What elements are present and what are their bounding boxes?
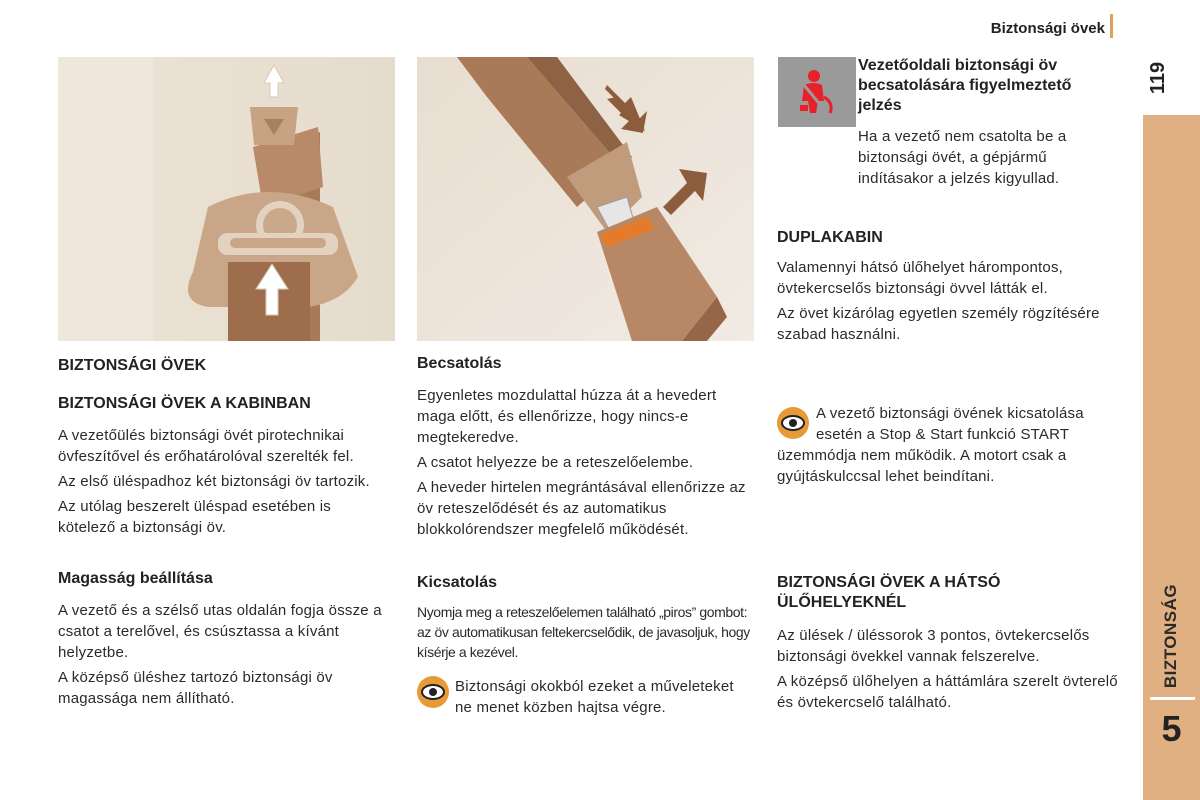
subsection-heading: Becsatolás — [417, 355, 502, 372]
paragraph: Valamennyi hátsó ülőhelyet hárompontos, övtekercselős biztonsági övvel látták el. — [777, 259, 1064, 297]
warning-text: Ha a vezető nem csatolta be a biztonsági övét, a gépjármű indításakor a jelzés kigyullad. — [858, 128, 1067, 187]
note-text: Biztonsági okokból ezeket a műveleteket ne menet közben hajtsa végre. — [455, 678, 734, 716]
chapter-tab-divider — [1150, 697, 1195, 700]
chapter-number: 5 — [1161, 708, 1182, 749]
height-adjust-illustration — [58, 57, 395, 341]
section-heading: BIZTONSÁGI ÖVEK — [58, 357, 207, 374]
stop-start-note — [777, 403, 1122, 487]
page-number: 119 — [1147, 61, 1169, 95]
subsection-heading: Magasság beállítása — [58, 570, 213, 587]
chapter-label: BIZTONSÁG — [1161, 583, 1180, 689]
paragraph: A csatot helyezze be a reteszelőelembe. — [417, 454, 694, 471]
paragraph: Az övet kizárólag egyetlen személy rögzítésére szabad használni. — [777, 305, 1100, 343]
paragraph: Az első üléspadhoz két biztonsági öv tartozik. — [58, 473, 370, 490]
header-divider — [1110, 14, 1113, 38]
warning-title: Vezetőoldali biztonsági öv becsatolására figyelmeztető jelzés — [858, 57, 1072, 114]
paragraph: Az ülések / üléssorok 3 pontos, övtekercselős biztonsági övekkel vannak felszerelve. — [777, 627, 1090, 665]
running-header: Biztonsági övek — [990, 20, 1105, 37]
eye-icon — [777, 407, 809, 439]
paragraph: Egyenletes mozdulattal húzza át a hevedert maga előtt, és ellenőrizze, hogy nincs-e megtekeredve. — [417, 387, 717, 446]
seatbelt-warning-lamp — [778, 57, 856, 127]
section-heading: BIZTONSÁGI ÖVEK A HÁTSÓ ÜLŐHELYEKNÉL — [777, 574, 1001, 611]
safety-note — [417, 676, 747, 718]
paragraph: Nyomja meg a reteszelőelemen található „piros” gombot: az öv automatikusan feltekercselődik, de javasoljuk, hogy kísérje a kezével. — [417, 604, 750, 660]
paragraph: A heveder hirtelen megrántásával ellenőrizze az öv reteszelődését és az automatikus blokkolórendszer megfelelő működését. — [417, 479, 746, 538]
buckling-illustration — [417, 57, 754, 341]
paragraph: A vezetőülés biztonsági övét pirotechnikai övfeszítővel és erőhatárolóval szerelték fel. — [58, 427, 354, 465]
section-heading: DUPLAKABIN — [777, 229, 883, 246]
paragraph: A középső üléshez tartozó biztonsági öv magassága nem állítható. — [58, 669, 333, 707]
note-text: üzemmódja nem működik. A motort csak a gyújtáskulccsal lehet beindítani. — [777, 447, 1067, 485]
seatbelt-warning-icon — [790, 67, 844, 117]
paragraph: A vezető és a szélső utas oldalán fogja össze a csatot a terelővel, és csúsztassa a kívánt helyzetbe. — [58, 602, 382, 661]
section-heading: BIZTONSÁGI ÖVEK A KABINBAN — [58, 395, 311, 412]
paragraph: A középső ülőhelyen a háttámlára szerelt övterelő és övtekercselő található. — [777, 673, 1118, 711]
eye-icon — [417, 676, 449, 708]
subsection-heading: Kicsatolás — [417, 574, 498, 591]
paragraph: Az utólag beszerelt üléspad esetében is kötelező a biztonsági öv. — [58, 498, 331, 536]
note-text: A vezető biztonsági övének kicsatolása esetén a Stop & Start funkció START — [816, 405, 1084, 443]
